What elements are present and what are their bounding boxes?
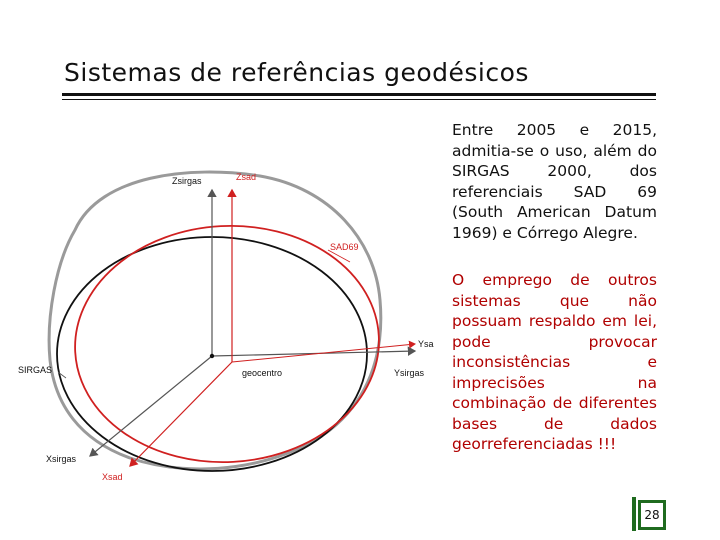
title-rule-thin xyxy=(62,99,656,100)
paragraph-reference-systems: Entre 2005 e 2015, admitia-se o uso, além do SIRGAS 2000, dos referenciais SAD 69 (South American Datum 1969) e Córrego Alegre. xyxy=(452,121,657,242)
label-ysirgas: Ysirgas xyxy=(394,368,425,378)
page-number-bar xyxy=(632,497,636,531)
page-number: 28 xyxy=(638,500,666,530)
title-rule-thick xyxy=(62,93,656,96)
label-sad69: SAD69 xyxy=(330,242,359,252)
slide-title: Sistemas de referências geodésicos xyxy=(64,58,529,87)
reference-frames-diagram xyxy=(0,105,450,515)
xsirgas-axis xyxy=(90,356,212,456)
label-ysa: Ysa xyxy=(418,339,434,349)
paragraph-warning: O emprego de outros sistemas que não possuam respaldo em lei, pode provocar inconsistências e imprecisões na combinação de diferentes bases de dados georreferenciadas !!! xyxy=(452,271,657,453)
label-xsad: Xsad xyxy=(102,472,123,482)
label-zsirgas: Zsirgas xyxy=(172,176,202,186)
sad69-ellipsoid xyxy=(69,218,385,470)
label-zsad: Zsad xyxy=(236,172,257,182)
geocentre-point xyxy=(210,354,214,358)
geoid-outline xyxy=(49,172,381,469)
ysa-axis xyxy=(232,344,415,362)
label-xsirgas: Xsirgas xyxy=(46,454,77,464)
label-geocentro: geocentro xyxy=(242,368,283,378)
label-sirgas: SIRGAS xyxy=(18,365,53,375)
xsad-axis xyxy=(130,362,232,466)
